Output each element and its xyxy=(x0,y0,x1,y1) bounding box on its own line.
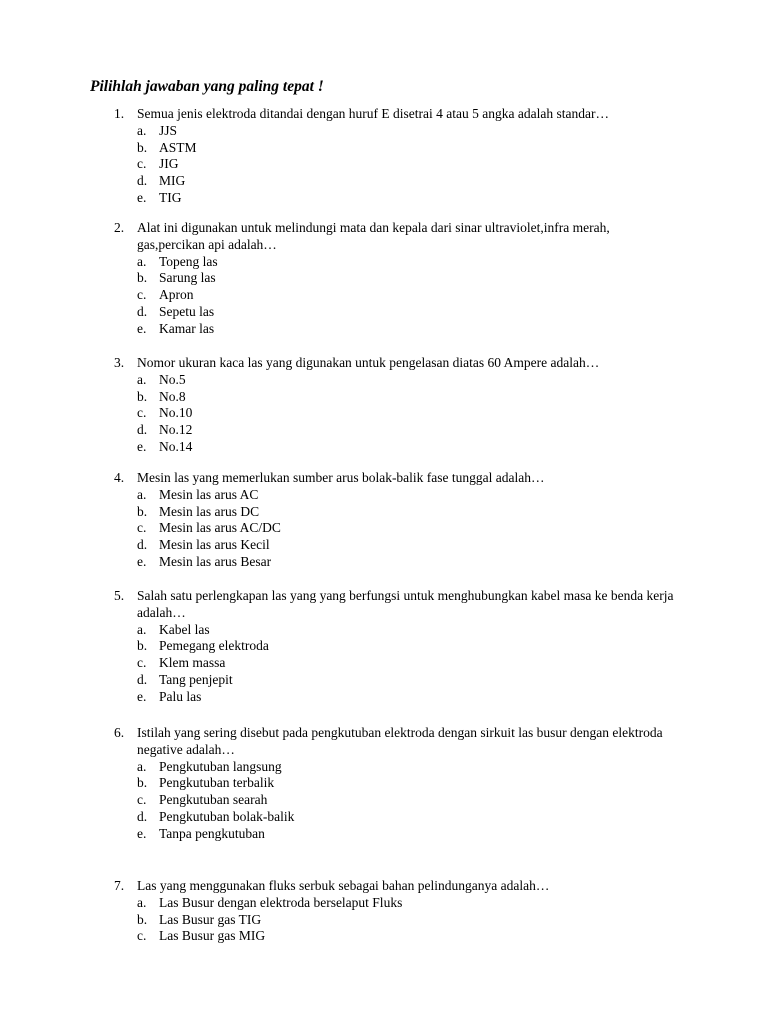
question-text: Salah satu perlengkapan las yang yang berfungsi untuk menghubungkan kabel masa ke benda kerja adalah… xyxy=(137,588,674,620)
option-letter: b. xyxy=(137,139,148,155)
option-a xyxy=(137,895,674,912)
question-number: 5. xyxy=(114,588,125,603)
option-letter: e. xyxy=(137,553,147,569)
question-5 xyxy=(114,588,674,706)
option-text: Kabel las xyxy=(159,621,210,637)
option-b xyxy=(137,270,674,287)
option-text: Sarung las xyxy=(159,270,216,286)
question-text: Las yang menggunakan fluks serbuk sebagai bahan pelindunganya adalah… xyxy=(137,878,550,893)
option-text: ASTM xyxy=(159,139,197,155)
option-c xyxy=(137,928,674,945)
option-a xyxy=(137,487,674,504)
question-text: Semua jenis elektroda ditandai dengan huruf E disetrai 4 atau 5 angka adalah standar… xyxy=(137,106,609,121)
option-e xyxy=(137,190,674,207)
option-text: Mesin las arus AC xyxy=(159,486,259,502)
option-letter: a. xyxy=(137,621,147,637)
option-text: Tanpa pengkutuban xyxy=(159,825,265,841)
option-letter: b. xyxy=(137,775,148,791)
option-text: MIG xyxy=(159,173,186,189)
option-letter: e. xyxy=(137,438,147,454)
option-text: JIG xyxy=(159,156,179,172)
option-letter: a. xyxy=(137,486,147,502)
option-text: Kamar las xyxy=(159,320,215,336)
option-b xyxy=(137,912,674,929)
instruction-heading: Pilihlah jawaban yang paling tepat ! xyxy=(90,78,324,95)
question-number: 6. xyxy=(114,725,125,740)
option-letter: a. xyxy=(137,122,147,138)
option-text: No.5 xyxy=(159,371,186,387)
option-a xyxy=(137,622,674,639)
option-text: Las Busur dengan elektroda berselaput Fluks xyxy=(159,894,403,910)
option-letter: b. xyxy=(137,388,148,404)
option-e xyxy=(137,439,674,456)
question-4 xyxy=(114,470,674,571)
option-letter: a. xyxy=(137,894,147,910)
option-text: Mesin las arus Kecil xyxy=(159,537,270,553)
option-text: Klem massa xyxy=(159,655,226,671)
option-letter: c. xyxy=(137,156,147,172)
option-letter: e. xyxy=(137,688,147,704)
question-number: 2. xyxy=(114,220,125,235)
option-letter: c. xyxy=(137,520,147,536)
option-letter: d. xyxy=(137,808,148,824)
option-text: JJS xyxy=(159,122,178,138)
option-d xyxy=(137,809,674,826)
option-letter: a. xyxy=(137,253,147,269)
option-text: Las Busur gas MIG xyxy=(159,928,266,944)
option-c xyxy=(137,287,674,304)
option-b xyxy=(137,775,674,792)
question-6 xyxy=(114,725,674,843)
question-7 xyxy=(114,878,674,945)
option-letter: a. xyxy=(137,371,147,387)
question-number: 1. xyxy=(114,106,125,121)
option-letter: e. xyxy=(137,320,147,336)
option-text: Pengkutuban bolak-balik xyxy=(159,808,295,824)
question-1 xyxy=(114,106,674,207)
option-text: Apron xyxy=(159,287,194,303)
option-letter: d. xyxy=(137,303,148,319)
option-letter: c. xyxy=(137,928,147,944)
question-number: 4. xyxy=(114,470,125,485)
option-e xyxy=(137,689,674,706)
option-text: Sepetu las xyxy=(159,303,215,319)
option-e xyxy=(137,826,674,843)
option-c xyxy=(137,520,674,537)
option-letter: d. xyxy=(137,422,148,438)
question-text: Mesin las yang memerlukan sumber arus bolak-balik fase tunggal adalah… xyxy=(137,470,545,485)
option-letter: b. xyxy=(137,270,148,286)
option-text: Las Busur gas TIG xyxy=(159,911,262,927)
question-text: Alat ini digunakan untuk melindungi mata dan kepala dari sinar ultraviolet,infra merah, gas,percikan api adalah… xyxy=(137,220,610,252)
option-letter: c. xyxy=(137,287,147,303)
option-d xyxy=(137,672,674,689)
option-a xyxy=(137,759,674,776)
option-letter: d. xyxy=(137,173,148,189)
option-letter: e. xyxy=(137,825,147,841)
option-letter: b. xyxy=(137,911,148,927)
option-text: Topeng las xyxy=(159,253,218,269)
option-letter: c. xyxy=(137,405,147,421)
option-text: Tang penjepit xyxy=(159,671,233,687)
option-text: No.14 xyxy=(159,438,193,454)
question-text: Nomor ukuran kaca las yang digunakan untuk pengelasan diatas 60 Ampere adalah… xyxy=(137,355,600,370)
option-text: TIG xyxy=(159,189,182,205)
option-letter: a. xyxy=(137,758,147,774)
option-letter: b. xyxy=(137,638,148,654)
option-text: No.12 xyxy=(159,422,193,438)
option-c xyxy=(137,655,674,672)
question-number: 3. xyxy=(114,355,125,370)
option-text: No.10 xyxy=(159,405,193,421)
option-letter: c. xyxy=(137,792,147,808)
option-c xyxy=(137,792,674,809)
option-letter: d. xyxy=(137,671,148,687)
question-number: 7. xyxy=(114,878,125,893)
option-c xyxy=(137,405,674,422)
option-b xyxy=(137,389,674,406)
option-text: Pengkutuban searah xyxy=(159,792,268,808)
option-d xyxy=(137,537,674,554)
question-3 xyxy=(114,355,674,456)
option-text: Mesin las arus AC/DC xyxy=(159,520,281,536)
question-text: Istilah yang sering disebut pada pengkutuban elektroda dengan sirkuit las busur dengan elektroda negative adalah… xyxy=(137,725,663,757)
option-text: No.8 xyxy=(159,388,186,404)
option-e xyxy=(137,554,674,571)
option-c xyxy=(137,156,674,173)
option-b xyxy=(137,140,674,157)
option-text: Pemegang elektroda xyxy=(159,638,269,654)
option-d xyxy=(137,304,674,321)
option-letter: d. xyxy=(137,537,148,553)
option-b xyxy=(137,504,674,521)
option-text: Pengkutuban langsung xyxy=(159,758,282,774)
option-letter: e. xyxy=(137,189,147,205)
option-text: Mesin las arus DC xyxy=(159,503,260,519)
option-e xyxy=(137,321,674,338)
option-d xyxy=(137,422,674,439)
option-a xyxy=(137,372,674,389)
option-letter: c. xyxy=(137,655,147,671)
option-text: Mesin las arus Besar xyxy=(159,553,272,569)
option-d xyxy=(137,173,674,190)
option-a xyxy=(137,123,674,140)
option-a xyxy=(137,254,674,271)
option-b xyxy=(137,638,674,655)
question-2 xyxy=(114,220,674,338)
option-text: Palu las xyxy=(159,688,202,704)
option-text: Pengkutuban terbalik xyxy=(159,775,275,791)
option-letter: b. xyxy=(137,503,148,519)
